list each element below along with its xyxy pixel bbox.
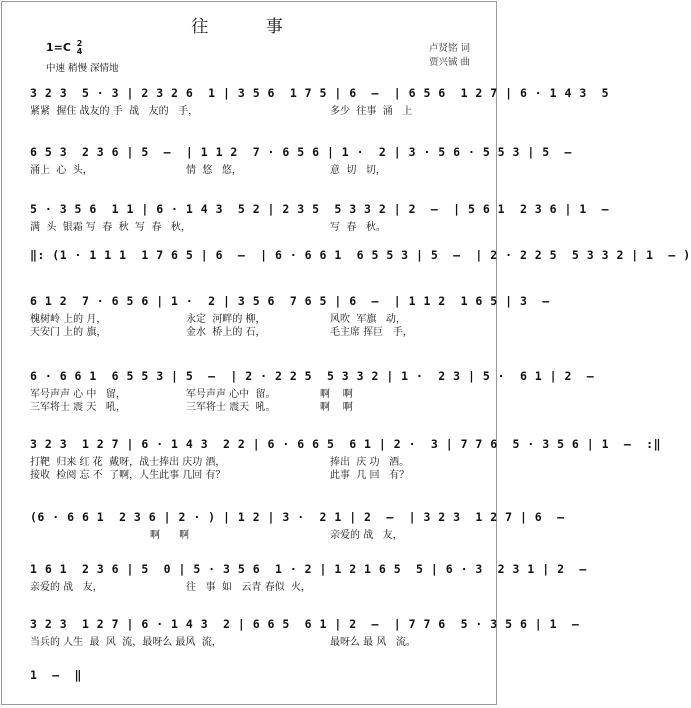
lyric-segment: 三军将士 震 天 吼，: [30, 402, 126, 413]
score-line-2: [30, 145, 572, 176]
lyric-row-verse-1: [30, 453, 470, 466]
lyric-segment: 军号声声 心 中 留，: [30, 389, 126, 400]
lyric-row: [30, 161, 470, 174]
lyric-row-verse-1: [30, 310, 470, 323]
lyric-segment: 天安门 上的 旗，: [30, 327, 107, 338]
time-bottom: 4: [76, 47, 83, 56]
score-line-3: [30, 202, 610, 233]
lyric-segment: 三军将士 震天 吼。: [186, 402, 276, 413]
notation-row: 6 · 6 6 1 6 5 5 3 | 5 – | 2 · 2 2 5 5 3 3 2 | 1 · 2 3 | 5 · 6 1 | 2 –: [30, 369, 595, 383]
lyric-row: [30, 578, 470, 591]
notation-row: 6 1 2 7 · 6 5 6 | 1 · 2 | 3 5 6 7 6 5 | 6 – | 1 1 2 1 6 5 | 3 –: [30, 294, 550, 308]
lyric-segment: 啊 啊: [320, 389, 353, 400]
lyric-segment: 满 头 银霜 写 春 秋 写 春 秋，: [30, 222, 191, 233]
song-title: 往 事: [191, 17, 309, 37]
score-line-5: [30, 294, 550, 338]
lyric-segment: 风吹 军旗 动，: [330, 314, 406, 325]
notation-row: (6 · 6 6 1 2 3 6 | 2 · ) | 1 2 | 3 · 2 1 | 2 – | 3 2 3 1 2 7 | 6 –: [30, 510, 565, 524]
lyric-row: [30, 102, 470, 115]
score-line-11: [30, 668, 470, 684]
key-signature: [46, 40, 82, 56]
lyric-row-verse-2: [30, 466, 470, 479]
lyric-segment: 多少 往事 涌 上: [330, 106, 413, 117]
notation-row: 1 – ‖: [30, 668, 82, 682]
lyric-segment: 涌上 心 头，: [30, 165, 93, 176]
lyric-segment: 情 悠 悠，: [186, 165, 242, 176]
lyric-segment: 紧紧 握住 战友的 手 战 友的 手，: [30, 106, 199, 117]
lyric-segment: 打靶 归来 红 花 戴呀，战士捧出 庆功 酒，: [30, 457, 226, 468]
key-label: 1=C: [46, 41, 71, 54]
notation-row: 5 · 3 5 6 1 1 | 6 · 1 4 3 5 2 | 2 3 5 5 3 3 2 | 2 – | 5 6 1 2 3 6 | 1 –: [30, 202, 610, 216]
lyric-segment: 此事 几 回 有？: [330, 470, 410, 481]
lyric-segment: 捧出 庆 功 酒。: [330, 457, 410, 468]
composer-credit: 贾兴铖 曲: [428, 57, 470, 68]
lyric-row: [30, 526, 470, 539]
lyric-segment: 最呀么 最 风 流。: [330, 637, 416, 648]
lyric-segment: 槐树岭 上的 月，: [30, 314, 107, 325]
notation-row: 3 2 3 1 2 7 | 6 · 1 4 3 2 2 | 6 · 6 6 5 6 1 | 2 · 3 | 7 7 6 5 · 3 5 6 | 1 – :‖: [30, 437, 662, 451]
score-line-6: [30, 369, 595, 413]
notation-row: 3 2 3 5 · 3 | 2 3 2 6 1 | 3 5 6 1 7 5 | 6 – | 6 5 6 1 2 7 | 6 · 1 4 3 5: [30, 86, 610, 100]
lyric-segment: 接收 检阅 忘 不 了啊，人生此事 几回 有？: [30, 470, 226, 481]
lyric-segment: 永定 河畔的 柳，: [186, 314, 266, 325]
score-line-1: [30, 86, 610, 117]
notation-row: 1 6 1 2 3 6 | 5 0 | 5 · 3 5 6 1 · 2 | 1 2 1 6 5 5 | 6 · 3 2 3 1 | 2 –: [30, 562, 587, 576]
lyric-segment: 往 事 如 云青 春似 火，: [186, 582, 311, 593]
time-top: 2: [76, 39, 83, 48]
time-signature: [77, 40, 83, 56]
score-line-4: [30, 248, 691, 264]
lyric-segment: 啊 啊: [150, 530, 190, 541]
lyric-segment: 意 切 切，: [330, 165, 386, 176]
lyric-row-verse-1: [30, 385, 470, 398]
lyric-row: [30, 633, 470, 646]
score-line-10: [30, 617, 580, 648]
lyric-segment: 当兵的 人生 最 风 流，最呀么 最风 流，: [30, 637, 222, 648]
lyric-row-verse-2: [30, 398, 470, 411]
score-line-9: [30, 562, 587, 593]
score-line-8: [30, 510, 565, 541]
notation-row: 6 5 3 2 3 6 | 5 – | 1 1 2 7 · 6 5 6 | 1 · 2 | 3 · 5 6 · 5 5 3 | 5 –: [30, 145, 572, 159]
score-line-7: [30, 437, 662, 481]
lyric-segment: 金水 桥上的 石，: [186, 327, 266, 338]
lyric-row: [30, 218, 470, 231]
lyric-segment: 亲爱的 战 友，: [30, 582, 103, 593]
lyric-row-verse-2: [30, 323, 470, 336]
lyric-segment: 亲爱的 战 友，: [330, 530, 403, 541]
notation-row: 3 2 3 1 2 7 | 6 · 1 4 3 2 | 6 6 5 6 1 | 2 – | 7 7 6 5 · 3 5 6 | 1 –: [30, 617, 580, 631]
lyric-segment: 毛主席 挥巨 手，: [330, 327, 413, 338]
lyricist-credit: 卢贤铭 词: [428, 43, 470, 54]
tempo-marking: 中速 稍慢 深情地: [46, 63, 119, 74]
lyric-segment: 军号声声 心中 留。: [186, 389, 276, 400]
notation-row: ‖: (1 · 1 1 1 1 7 6 5 | 6 – | 6 · 6 6 1 6 5 5 3 | 5 – | 2 · 2 2 5 5 3 3 2 | 1 – ): [30, 248, 691, 262]
lyric-segment: 写 春 秋。: [330, 222, 386, 233]
lyric-segment: 啊 啊: [320, 402, 353, 413]
